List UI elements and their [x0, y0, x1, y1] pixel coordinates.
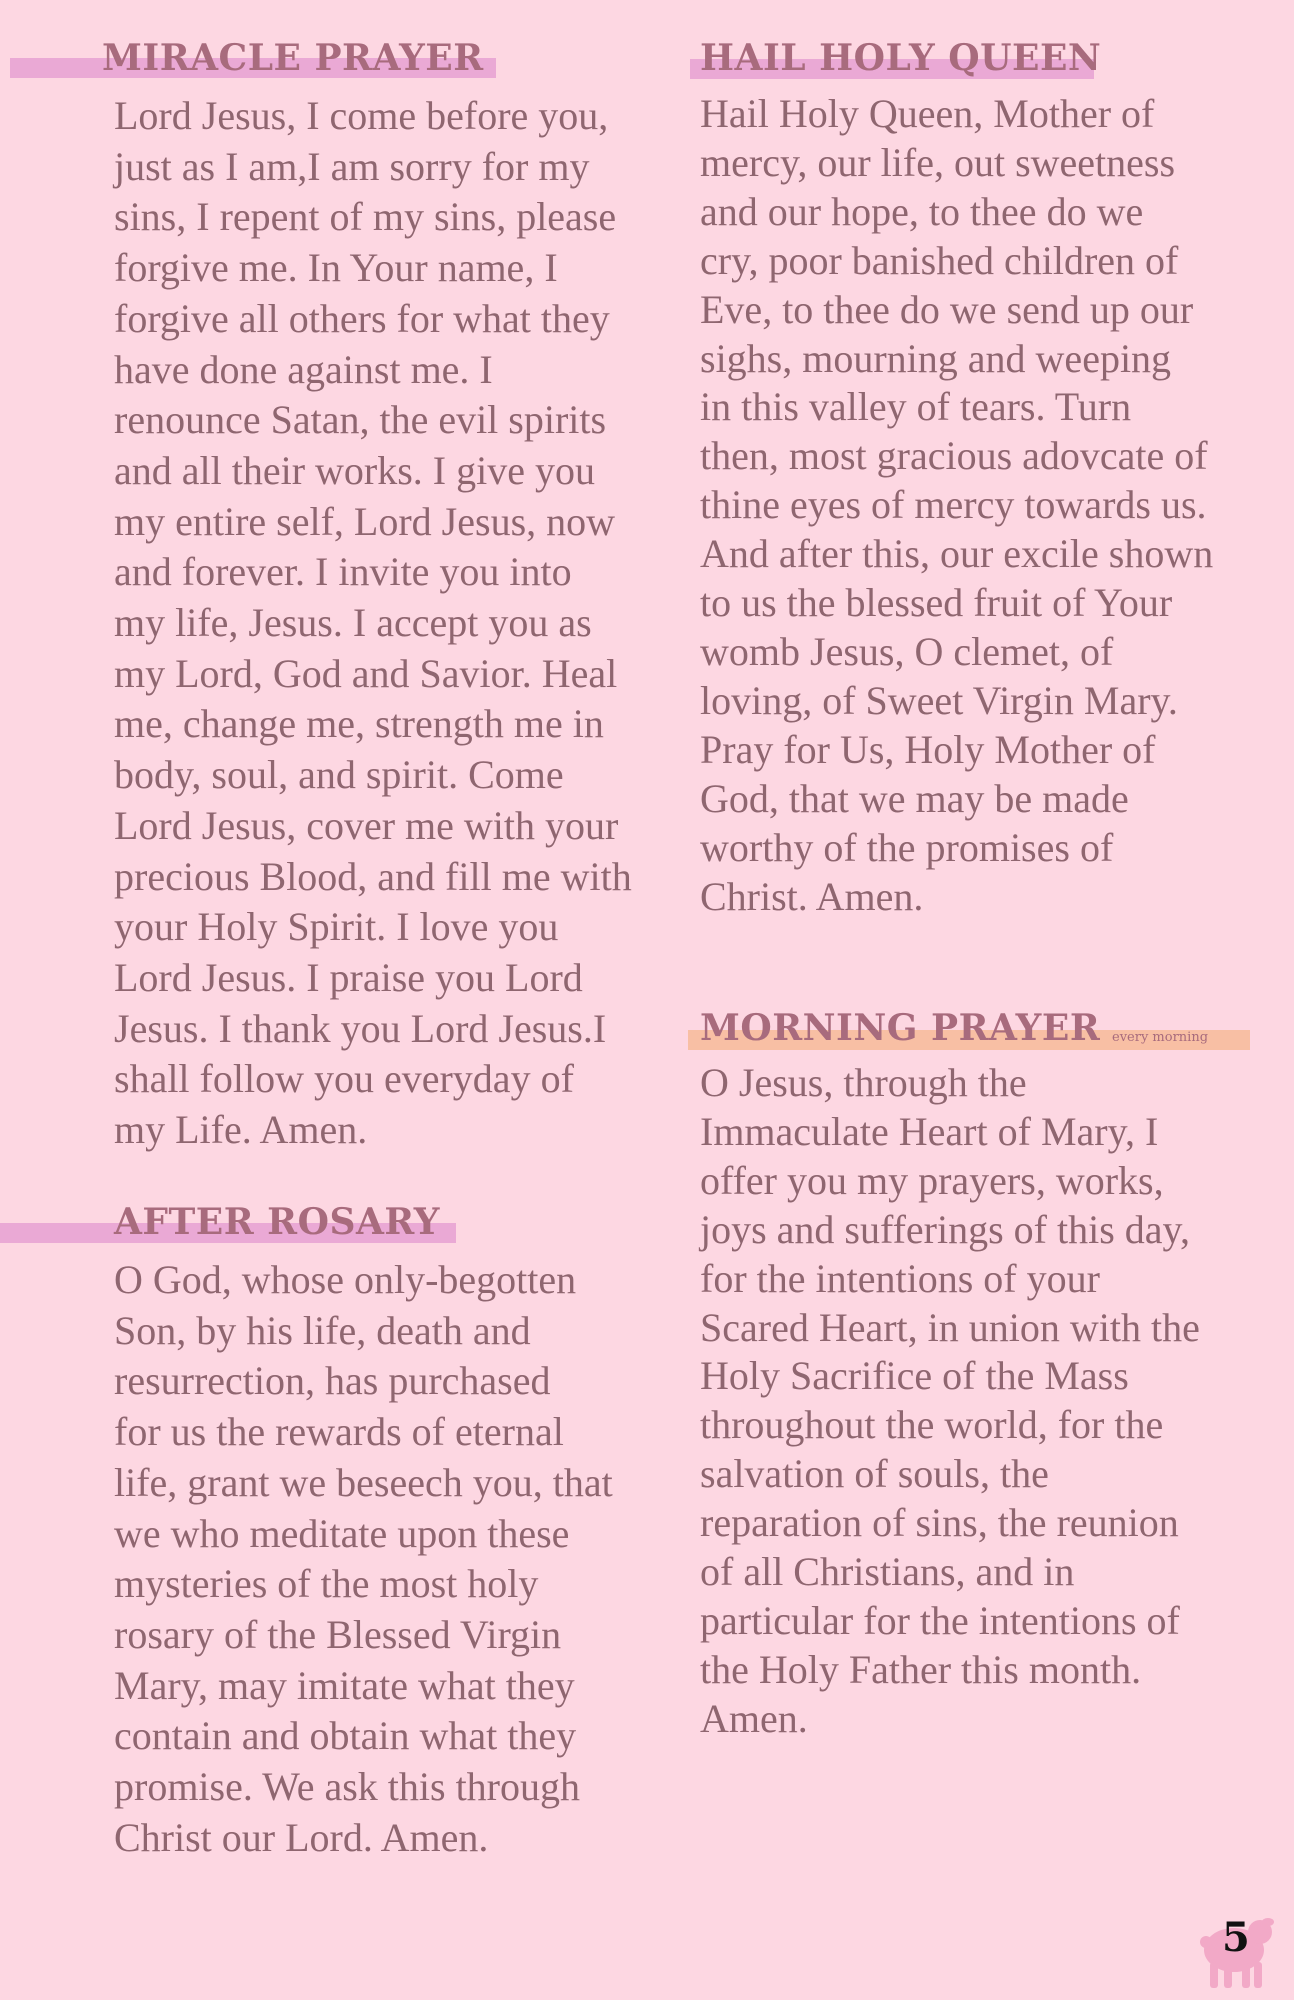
morning-prayer-tag: every morning — [1112, 1030, 1209, 1045]
after-rosary-title: AFTER ROSARY — [114, 1201, 440, 1243]
page-number-badge — [1196, 1912, 1276, 1992]
hail-holy-queen-title: HAIL HOLY QUEEN — [700, 37, 1102, 79]
hail-holy-queen-text: Hail Holy Queen, Mother of mercy, our life, out sweetness and our hope, to thee do we cry, poor banished children of Eve, to thee do we send up our sighs, mourning and weeping in this valley of tears. Turn then, most gracious adovcate of thine eyes of mercy towards us. And after this, our excile shown to us the blessed fruit of Your womb Jesus, O clemet, of loving, of Sweet Virgin Mary. Pray for Us, Holy Mother of God, that we may be made worthy of the promises of Christ. Amen. — [700, 91, 1214, 919]
miracle-prayer-text: Lord Jesus, I come before you, just as I am,I am sorry for my sins, I repent of my sins, please forgive me. In Your name, I forgive all others for what they have done against me. I renounce Satan, the evil spirits and all their works. I give you my entire self, Lord Jesus, now and forever. I invite you into my life, Jesus. I accept you as my Lord, God and Savior. Heal me, change me, strength me in body, soul, and spirit. Come Lord Jesus, cover me with your precious Blood, and fill me with your Holy Spirit. I love you Lord Jesus. I praise you Lord Jesus. I thank you Lord Jesus.I shall follow you everyday of my Life. Amen. — [114, 93, 632, 1153]
morning-prayer-title: MORNING PRAYER — [700, 1007, 1101, 1049]
after-rosary-text: O God, whose only-begotten Son, by his life, death and resurrection, has purchased for us the rewards of eternal life, grant we beseech you, that we who meditate upon these mysteries of the most holy rosary of the Blessed Virgin Mary, may imitate what they contain and obtain what they promise. We ask this through Christ our Lord. Amen. — [114, 1257, 613, 1860]
miracle-prayer-title: MIRACLE PRAYER — [102, 37, 484, 79]
morning-prayer-text: O Jesus, through the Immaculate Heart of Mary, I offer you my prayers, works, joys and sufferings of this day, for the intentions of your Scared Heart, in union with the Holy Sacrifice of the Mass throughout the world, for the salvation of souls, the reparation of sins, the reunion of all Christians, and in particular for the intentions of the Holy Father this month. Amen. — [700, 1060, 1200, 1741]
page-number: 5 — [1222, 1914, 1250, 1961]
